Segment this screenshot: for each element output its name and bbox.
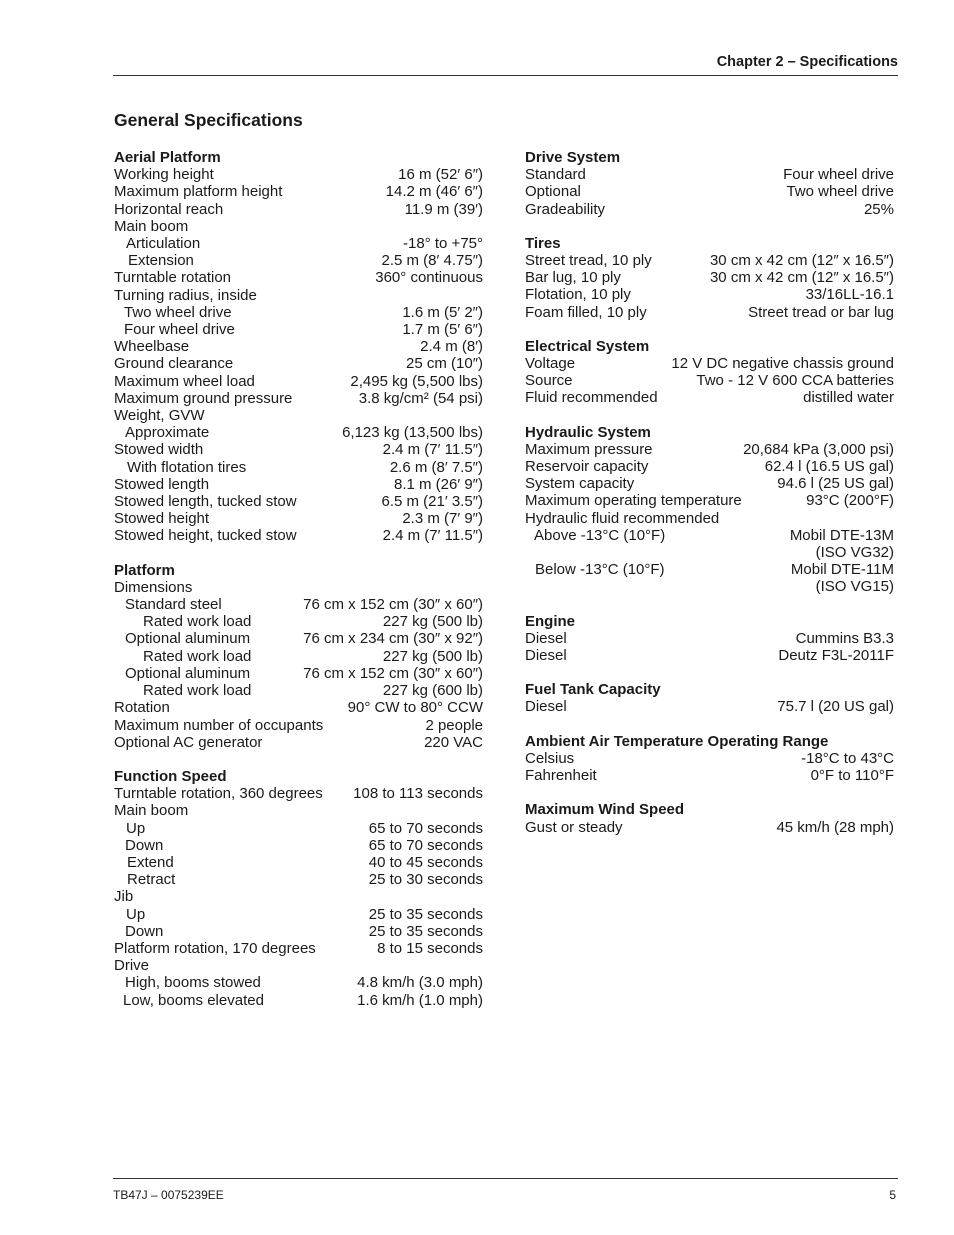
spec-value: 76 cm x 152 cm (30″ x 60″) xyxy=(303,664,483,682)
page-number: 5 xyxy=(889,1188,896,1202)
spec-row xyxy=(114,321,483,338)
spec-label: Standard xyxy=(525,166,586,184)
spec-label: Gust or steady xyxy=(525,818,623,836)
spec-value: 4.8 km/h (3.0 mph) xyxy=(357,974,483,992)
spec-label: Source xyxy=(525,372,573,390)
spec-row xyxy=(114,252,483,269)
spec-row xyxy=(114,596,483,613)
spec-label: Maximum ground pressure xyxy=(114,389,293,407)
spec-value: 1.6 m (5′ 2″) xyxy=(402,303,483,321)
spec-row xyxy=(114,476,483,493)
spec-value: 33/16LL-16.1 xyxy=(805,286,894,304)
right-spec-column xyxy=(525,149,894,853)
spec-value: 30 cm x 42 cm (12″ x 16.5″) xyxy=(709,269,894,287)
spec-label: Rated work load xyxy=(143,647,252,665)
spec-label: Optional aluminum xyxy=(125,630,251,648)
spec-value: 14.2 m (46′ 6″) xyxy=(385,183,483,201)
spec-value: 6.5 m (21′ 3.5″) xyxy=(381,493,483,511)
spec-row xyxy=(114,682,483,699)
spec-label: Fahrenheit xyxy=(525,767,597,785)
spec-value: 75.7 l (20 US gal) xyxy=(777,698,894,716)
spec-label: Turning radius, inside xyxy=(114,286,257,304)
spec-row xyxy=(525,527,894,561)
spec-value: 2.3 m (7′ 9″) xyxy=(402,510,483,528)
spec-row xyxy=(114,235,483,252)
spec-row xyxy=(525,269,894,286)
spec-row xyxy=(525,304,894,321)
spec-row xyxy=(525,389,894,406)
spec-value: 2.5 m (8′ 4.75″) xyxy=(381,252,483,270)
spec-value: 227 kg (600 lb) xyxy=(382,682,483,700)
spec-value: 227 kg (500 lb) xyxy=(382,613,483,631)
spec-label: Celsius xyxy=(525,749,575,767)
section-title: Function Speed xyxy=(114,767,227,785)
spec-label: High, booms stowed xyxy=(125,974,261,992)
spec-section-electrical-system xyxy=(525,338,894,407)
spec-row xyxy=(114,906,483,923)
spec-row xyxy=(114,201,483,218)
spec-row xyxy=(525,819,894,836)
spec-label: With flotation tires xyxy=(127,458,247,476)
spec-label: Foam filled, 10 ply xyxy=(525,303,647,321)
spec-row xyxy=(114,613,483,630)
spec-row xyxy=(114,648,483,665)
spec-section-engine xyxy=(525,613,894,665)
spec-label: Diesel xyxy=(525,629,567,647)
spec-label: Drive xyxy=(114,957,150,975)
spec-row xyxy=(114,493,483,510)
spec-value: Two wheel drive xyxy=(786,183,894,201)
section-title: Ambient Air Temperature Operating Range xyxy=(525,732,829,750)
spec-row xyxy=(114,166,483,183)
spec-value: 65 to 70 seconds xyxy=(368,836,483,854)
spec-value: 220 VAC xyxy=(424,733,483,751)
spec-value: 76 cm x 152 cm (30″ x 60″) xyxy=(303,596,483,614)
spec-row xyxy=(114,992,483,1009)
spec-label: Four wheel drive xyxy=(124,321,235,339)
spec-value: 2,495 kg (5,500 lbs) xyxy=(350,372,483,390)
spec-value: 360° continuous xyxy=(375,269,483,287)
chapter-header: Chapter 2 – Specifications xyxy=(716,54,898,70)
spec-row xyxy=(525,372,894,389)
spec-value: 25 to 35 seconds xyxy=(368,922,483,940)
spec-label: Jib xyxy=(114,888,134,906)
left-spec-column xyxy=(114,149,483,1026)
spec-value: 45 km/h (28 mph) xyxy=(776,818,894,836)
spec-section-hydraulic-system xyxy=(525,424,894,596)
section-title: Platform xyxy=(114,561,175,579)
spec-row xyxy=(525,630,894,647)
spec-label: Extend xyxy=(127,853,174,871)
spec-row xyxy=(525,510,894,527)
spec-label: Up xyxy=(126,905,146,923)
spec-row xyxy=(114,441,483,458)
spec-label: Up xyxy=(126,819,146,837)
spec-row xyxy=(114,871,483,888)
spec-value: Two - 12 V 600 CCA batteries xyxy=(696,372,894,390)
spec-label: Two wheel drive xyxy=(124,303,232,321)
spec-row xyxy=(114,630,483,647)
page-title: General Specifications xyxy=(114,110,303,130)
spec-label: Maximum wheel load xyxy=(114,372,255,390)
spec-value: distilled water xyxy=(803,389,894,407)
spec-label: Horizontal reach xyxy=(114,200,224,218)
spec-row xyxy=(114,785,483,802)
spec-label: Above -13°C (10°F) xyxy=(534,526,666,544)
spec-label: Maximum operating temperature xyxy=(525,492,742,510)
spec-section-maximum-wind-speed xyxy=(525,801,894,835)
spec-label: Gradeability xyxy=(525,200,606,218)
spec-section-fuel-tank-capacity xyxy=(525,681,894,715)
spec-row xyxy=(114,527,483,544)
spec-row xyxy=(114,699,483,716)
spec-row xyxy=(525,698,894,715)
spec-label: Stowed height, tucked stow xyxy=(114,527,297,545)
spec-value: 1.7 m (5′ 6″) xyxy=(402,321,483,339)
spec-row xyxy=(114,183,483,200)
spec-row xyxy=(114,407,483,424)
spec-value: Four wheel drive xyxy=(783,166,894,184)
spec-row xyxy=(525,441,894,458)
spec-label: Voltage xyxy=(525,355,576,373)
spec-value: 93°C (200°F) xyxy=(806,492,894,510)
spec-label: Ground clearance xyxy=(114,355,234,373)
spec-label: Extension xyxy=(128,252,194,270)
spec-row xyxy=(114,579,483,596)
spec-label: Optional aluminum xyxy=(125,664,251,682)
spec-section-aerial-platform xyxy=(114,149,483,545)
spec-label: Wheelbase xyxy=(114,338,190,356)
spec-value: 94.6 l (25 US gal) xyxy=(777,475,894,493)
spec-value: Cummins B3.3 xyxy=(795,629,894,647)
spec-row xyxy=(114,510,483,527)
spec-row xyxy=(525,767,894,784)
spec-value: 76 cm x 234 cm (30″ x 92″) xyxy=(303,630,483,648)
spec-label: Approximate xyxy=(125,424,210,442)
spec-row xyxy=(525,252,894,269)
spec-value: 90° CW to 80° CCW xyxy=(347,699,483,717)
spec-row xyxy=(525,286,894,303)
spec-value: 2.6 m (8′ 7.5″) xyxy=(389,458,483,476)
spec-row xyxy=(114,854,483,871)
spec-row xyxy=(114,957,483,974)
spec-label: Turntable rotation, 360 degrees xyxy=(114,785,323,803)
spec-section-function-speed xyxy=(114,768,483,1009)
spec-value: 108 to 113 seconds xyxy=(353,785,483,803)
spec-row xyxy=(525,561,894,595)
spec-row xyxy=(114,287,483,304)
section-title: Drive System xyxy=(525,149,621,166)
spec-value: 8.1 m (26′ 9″) xyxy=(394,475,483,493)
spec-label: Stowed width xyxy=(114,441,204,459)
spec-row xyxy=(114,218,483,235)
spec-value: 227 kg (500 lb) xyxy=(382,647,483,665)
spec-label: Low, booms elevated xyxy=(123,991,264,1009)
spec-value: 30 cm x 42 cm (12″ x 16.5″) xyxy=(709,252,894,270)
spec-label: Down xyxy=(125,922,164,940)
spec-label: Diesel xyxy=(525,698,567,716)
spec-row xyxy=(114,940,483,957)
spec-value: 2.4 m (8′) xyxy=(420,338,483,356)
section-title: Hydraulic System xyxy=(525,423,651,441)
spec-row xyxy=(114,355,483,372)
spec-value: Mobil DTE-13M (ISO VG32) xyxy=(789,526,894,562)
spec-row xyxy=(114,734,483,751)
spec-row xyxy=(525,201,894,218)
spec-value: Deutz F3L-2011F xyxy=(778,647,894,665)
spec-label: Below -13°C (10°F) xyxy=(535,561,665,579)
spec-value: 12 V DC negative chassis ground xyxy=(671,355,894,373)
spec-label: Optional AC generator xyxy=(114,733,263,751)
spec-value: Street tread or bar lug xyxy=(748,303,894,321)
section-title: Tires xyxy=(525,234,561,252)
spec-value: 2.4 m (7′ 11.5″) xyxy=(382,527,483,545)
spec-section-platform xyxy=(114,562,483,751)
spec-label: Platform rotation, 170 degrees xyxy=(114,939,316,957)
spec-row xyxy=(114,888,483,905)
spec-row xyxy=(114,802,483,819)
spec-row xyxy=(525,458,894,475)
spec-label: Maximum platform height xyxy=(114,183,283,201)
spec-value: 62.4 l (16.5 US gal) xyxy=(764,458,894,476)
section-title: Maximum Wind Speed xyxy=(525,801,685,819)
spec-label: Diesel xyxy=(525,647,567,665)
spec-row xyxy=(114,974,483,991)
spec-value: 40 to 45 seconds xyxy=(368,853,483,871)
spec-label: Main boom xyxy=(114,802,189,820)
spec-row xyxy=(525,492,894,509)
spec-value: 8 to 15 seconds xyxy=(377,939,483,957)
spec-label: Retract xyxy=(127,871,176,889)
spec-label: Main boom xyxy=(114,217,189,235)
spec-label: Maximum number of occupants xyxy=(114,716,324,734)
spec-value: 25 cm (10″) xyxy=(406,355,483,373)
spec-row xyxy=(114,338,483,355)
spec-label: Rated work load xyxy=(143,682,252,700)
spec-label: Stowed height xyxy=(114,510,210,528)
section-title: Fuel Tank Capacity xyxy=(525,681,661,699)
spec-value: 20,684 kPa (3,000 psi) xyxy=(743,440,894,458)
spec-value: 6,123 kg (13,500 lbs) xyxy=(342,424,483,442)
spec-row xyxy=(525,475,894,492)
spec-value: 2.4 m (7′ 11.5″) xyxy=(382,441,483,459)
section-title: Electrical System xyxy=(525,337,650,355)
spec-label: Reservoir capacity xyxy=(525,458,649,476)
spec-value: 16 m (52′ 6″) xyxy=(398,166,483,184)
spec-value: 25% xyxy=(863,200,894,218)
spec-row xyxy=(114,390,483,407)
spec-label: Hydraulic fluid recommended xyxy=(525,509,720,527)
spec-label: Bar lug, 10 ply xyxy=(525,269,621,287)
spec-row xyxy=(114,837,483,854)
spec-value: -18° to +75° xyxy=(403,235,483,253)
spec-value: 0°F to 110°F xyxy=(810,767,894,785)
spec-row xyxy=(525,647,894,664)
spec-value: 3.8 kg/cm² (54 psi) xyxy=(358,389,483,407)
spec-section-drive-system xyxy=(525,149,894,218)
spec-value: 65 to 70 seconds xyxy=(368,819,483,837)
spec-value: 25 to 35 seconds xyxy=(368,905,483,923)
spec-row xyxy=(525,166,894,183)
spec-section-ambient-air-temperature-operating-range xyxy=(525,733,894,785)
spec-label: Down xyxy=(125,836,164,854)
spec-label: System capacity xyxy=(525,475,635,493)
header-rule xyxy=(113,75,898,76)
spec-row xyxy=(114,459,483,476)
spec-label: Optional xyxy=(525,183,581,201)
spec-label: Stowed length, tucked stow xyxy=(114,493,297,511)
spec-row xyxy=(114,665,483,682)
spec-row xyxy=(114,717,483,734)
spec-label: Stowed length xyxy=(114,475,210,493)
spec-label: Articulation xyxy=(126,235,201,253)
spec-value: 2 people xyxy=(425,716,483,734)
spec-row xyxy=(114,269,483,286)
spec-row xyxy=(114,820,483,837)
spec-value: Mobil DTE-11M (ISO VG15) xyxy=(790,561,894,596)
spec-value: -18°C to 43°C xyxy=(801,749,894,767)
spec-row xyxy=(114,373,483,390)
spec-label: Fluid recommended xyxy=(525,389,658,407)
section-title: Engine xyxy=(525,612,576,630)
spec-label: Street tread, 10 ply xyxy=(525,252,652,270)
spec-label: Rotation xyxy=(114,699,170,717)
spec-label: Rated work load xyxy=(143,613,252,631)
spec-row xyxy=(114,424,483,441)
spec-label: Turntable rotation xyxy=(114,269,232,287)
section-title: Aerial Platform xyxy=(114,149,221,166)
spec-label: Working height xyxy=(114,166,214,184)
spec-row xyxy=(525,183,894,200)
document-id: TB47J – 0075239EE xyxy=(113,1188,224,1202)
spec-section-tires xyxy=(525,235,894,321)
footer-rule xyxy=(113,1178,898,1179)
spec-label: Flotation, 10 ply xyxy=(525,286,631,304)
spec-row xyxy=(525,750,894,767)
spec-value: 25 to 30 seconds xyxy=(368,871,483,889)
spec-label: Dimensions xyxy=(114,578,193,596)
spec-row xyxy=(525,355,894,372)
spec-value: 11.9 m (39′) xyxy=(404,200,483,218)
spec-label: Maximum pressure xyxy=(525,440,653,458)
spec-row xyxy=(114,304,483,321)
spec-label: Standard steel xyxy=(125,596,222,614)
spec-label: Weight, GVW xyxy=(114,407,205,425)
spec-row xyxy=(114,923,483,940)
spec-value: 1.6 km/h (1.0 mph) xyxy=(357,991,483,1009)
